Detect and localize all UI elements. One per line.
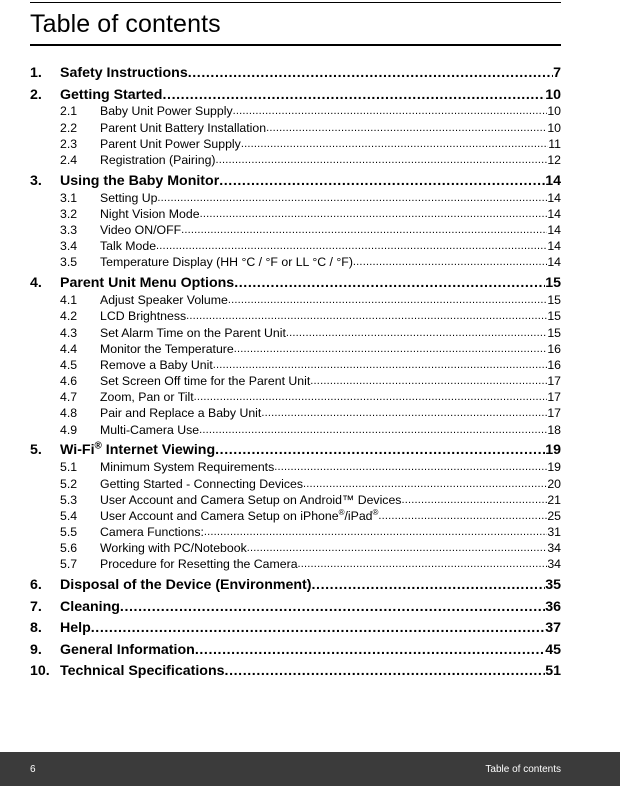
section-page-number: 10 — [547, 104, 561, 119]
section-number: 2.1 — [60, 104, 78, 119]
dot-leader — [194, 389, 548, 405]
dot-leader — [233, 103, 548, 119]
section-label-text: Set Screen Off time for the Parent Unit — [100, 374, 311, 389]
section-label-text: Talk Mode — [100, 239, 157, 254]
registered-mark: ® — [94, 440, 102, 452]
toc-chapter-entry[interactable] — [30, 641, 561, 659]
section-number: 3.3 — [60, 223, 78, 238]
toc-section-entry[interactable] — [30, 104, 561, 120]
chapter-number: 8. — [30, 620, 42, 637]
section-page-number: 15 — [547, 293, 561, 308]
dot-leader — [241, 136, 548, 152]
toc-chapter-entry[interactable] — [30, 274, 561, 292]
section-label — [100, 292, 228, 308]
dot-leader — [234, 274, 545, 292]
registered-mark: ® — [338, 507, 345, 517]
section-page-number: 17 — [547, 390, 561, 405]
section-label — [100, 540, 247, 556]
section-number: 4.7 — [60, 390, 78, 405]
dot-leader — [234, 341, 548, 357]
section-number: 5.7 — [60, 557, 78, 572]
chapter-number: 9. — [30, 641, 42, 658]
section-label — [100, 508, 378, 524]
section-page-number: 16 — [547, 357, 561, 372]
chapter-label-text: Using the Baby Monitor — [60, 172, 220, 189]
section-page-number: 17 — [547, 406, 561, 421]
chapter-label — [60, 441, 215, 459]
dot-leader — [157, 190, 547, 206]
section-label-text: Adjust Speaker Volume — [100, 293, 228, 308]
section-label — [100, 103, 233, 119]
section-label — [100, 459, 274, 475]
section-label — [100, 308, 186, 324]
section-number: 4.9 — [60, 422, 78, 437]
chapter-page-number: 37 — [545, 620, 561, 637]
section-number: 2.3 — [60, 136, 78, 151]
dot-leader — [266, 120, 547, 136]
section-label — [100, 120, 266, 136]
toc-chapter-entry[interactable] — [30, 64, 561, 82]
section-number: 4.8 — [60, 406, 78, 421]
section-label-text: Working with PC/Notebook — [100, 541, 247, 556]
section-page-number: 14 — [547, 223, 561, 238]
table-of-contents — [30, 64, 561, 680]
page-title: Table of contents — [30, 10, 221, 38]
section-number: 5.6 — [60, 541, 78, 556]
chapter-page-number: 51 — [545, 663, 561, 680]
dot-leader — [286, 325, 547, 341]
chapter-label — [60, 64, 188, 82]
section-number: 3.1 — [60, 190, 78, 205]
section-label-text: Registration (Pairing) — [100, 153, 216, 168]
section-page-number: 14 — [547, 206, 561, 221]
chapter-label-text: Disposal of the Device (Environment) — [60, 577, 312, 594]
toc-section-entry[interactable] — [30, 136, 561, 152]
section-number: 4.3 — [60, 325, 78, 340]
dot-leader — [225, 662, 546, 680]
section-page-number: 21 — [547, 492, 561, 507]
toc-section-entry[interactable] — [30, 492, 561, 508]
toc-section-entry[interactable] — [30, 190, 561, 206]
dot-leader — [401, 492, 547, 508]
dot-leader — [156, 238, 547, 254]
chapter-label — [60, 86, 162, 104]
chapter-number: 4. — [30, 275, 42, 292]
section-number: 4.5 — [60, 357, 78, 372]
chapter-label — [60, 641, 195, 659]
chapter-page-number: 19 — [545, 442, 561, 459]
section-page-number: 11 — [548, 136, 561, 151]
dot-leader — [216, 152, 548, 168]
toc-section-entry[interactable] — [30, 459, 561, 475]
section-label — [100, 556, 298, 572]
dot-leader — [228, 292, 547, 308]
section-label — [100, 373, 310, 389]
footer-section-title: Table of contents — [485, 764, 561, 775]
chapter-page-number: 35 — [545, 577, 561, 594]
toc-section-entry[interactable] — [30, 508, 561, 524]
chapter-label — [60, 619, 91, 637]
toc-chapter-entry[interactable] — [30, 86, 561, 104]
section-label — [100, 190, 157, 206]
section-label-text: LCD Brightness — [100, 309, 187, 324]
chapter-page-number: 7 — [553, 65, 561, 81]
section-label — [100, 524, 204, 540]
section-label — [100, 152, 216, 168]
section-label — [100, 206, 200, 222]
toc-chapter-entry[interactable] — [30, 172, 561, 190]
toc-section-entry[interactable] — [30, 222, 561, 238]
section-page-number: 19 — [547, 460, 561, 475]
toc-section-entry[interactable] — [30, 557, 561, 573]
chapter-label-text: Safety Instructions — [60, 65, 188, 81]
toc-section-entry[interactable] — [30, 255, 561, 271]
dot-leader — [261, 405, 547, 421]
chapter-label-text: Parent Unit Menu Options — [60, 275, 235, 292]
footer-page-number: 6 — [30, 764, 36, 775]
chapter-page-number: 15 — [545, 275, 561, 292]
section-number: 4.4 — [60, 341, 78, 356]
section-number: 5.1 — [60, 460, 78, 475]
toc-section-entry[interactable] — [30, 152, 561, 168]
toc-section-entry[interactable] — [30, 524, 561, 540]
section-label-text-mid: /iPad — [344, 508, 373, 523]
dot-leader — [213, 357, 548, 373]
chapter-label-text: Technical Specifications — [60, 663, 225, 680]
section-page-number: 31 — [547, 525, 561, 540]
title-rule — [30, 44, 561, 46]
section-number: 3.2 — [60, 206, 78, 221]
section-page-number: 15 — [547, 325, 561, 340]
section-label-text: Procedure for Resetting the Camera — [100, 557, 298, 572]
section-label — [100, 405, 261, 421]
toc-chapter-entry[interactable] — [30, 576, 561, 594]
dot-leader — [247, 540, 548, 556]
section-page-number: 18 — [547, 422, 561, 437]
dot-leader — [199, 422, 547, 438]
section-number: 5.2 — [60, 476, 78, 491]
section-number: 5.5 — [60, 525, 78, 540]
section-label-text: Monitor the Temperature — [100, 341, 234, 356]
section-label-text: Video ON/OFF — [100, 223, 182, 238]
section-label — [100, 422, 199, 438]
dot-leader — [120, 598, 545, 616]
section-label-text: User Account and Camera Setup on Android™ Devices — [100, 492, 402, 507]
section-page-number: 34 — [547, 557, 561, 572]
section-label-text: Zoom, Pan or Tilt — [100, 390, 194, 405]
toc-chapter-entry[interactable] — [30, 598, 561, 616]
chapter-label — [60, 662, 225, 680]
dot-leader — [298, 556, 548, 572]
section-label — [100, 222, 181, 238]
section-label-text: Setting Up — [100, 190, 158, 205]
section-label-text: Multi-Camera Use — [100, 422, 200, 437]
chapter-label-text: Cleaning — [60, 598, 120, 615]
dot-leader — [188, 64, 553, 82]
section-number: 2.4 — [60, 153, 78, 168]
section-number: 2.2 — [60, 120, 78, 135]
section-number: 5.4 — [60, 508, 78, 523]
chapter-number: 5. — [30, 442, 42, 459]
chapter-page-number: 36 — [545, 598, 561, 615]
section-number: 5.3 — [60, 492, 78, 507]
section-page-number: 16 — [547, 341, 561, 356]
section-page-number: 34 — [547, 541, 561, 556]
dot-leader — [303, 476, 547, 492]
section-label-text: Camera Functions: — [100, 525, 204, 540]
section-label — [100, 357, 213, 373]
dot-leader — [162, 86, 545, 104]
toc-chapter-entry[interactable] — [30, 619, 561, 637]
section-label-text: Pair and Replace a Baby Unit — [100, 406, 262, 421]
dot-leader — [219, 172, 545, 190]
dot-leader — [200, 206, 548, 222]
toc-section-entry[interactable] — [30, 540, 561, 556]
section-label — [100, 476, 303, 492]
dot-leader — [274, 459, 547, 475]
toc-section-entry[interactable] — [30, 406, 561, 422]
section-label-text: Parent Unit Power Supply — [100, 136, 241, 151]
chapter-label-text: General Information — [60, 641, 195, 658]
section-page-number: 14 — [547, 255, 561, 270]
section-label-text: Night Vision Mode — [100, 206, 200, 221]
toc-section-entry[interactable] — [30, 325, 561, 341]
section-page-number: 12 — [547, 153, 561, 168]
section-number: 3.5 — [60, 255, 78, 270]
toc-section-entry[interactable] — [30, 476, 561, 492]
toc-section-entry[interactable] — [30, 389, 561, 405]
section-number: 4.1 — [60, 293, 78, 308]
dot-leader — [310, 373, 547, 389]
chapter-page-number: 10 — [545, 86, 561, 103]
section-number: 4.2 — [60, 309, 78, 324]
chapter-label-text: Help — [60, 620, 91, 637]
section-number: 4.6 — [60, 374, 78, 389]
section-page-number: 14 — [547, 239, 561, 254]
section-page-number: 14 — [547, 190, 561, 205]
section-label-text: Getting Started - Connecting Devices — [100, 476, 304, 491]
toc-section-entry[interactable] — [30, 206, 561, 222]
dot-leader — [378, 508, 547, 524]
section-page-number: 20 — [547, 476, 561, 491]
chapter-page-number: 45 — [545, 641, 561, 658]
chapter-number: 7. — [30, 598, 42, 615]
dot-leader — [353, 254, 547, 270]
chapter-label — [60, 598, 120, 616]
chapter-number: 10. — [30, 663, 50, 680]
chapter-label — [60, 172, 219, 190]
section-label — [100, 492, 401, 508]
registered-mark: ® — [372, 507, 379, 517]
chapter-label — [60, 576, 311, 594]
section-label — [100, 238, 156, 254]
section-label-text: Remove a Baby Unit — [100, 357, 213, 372]
chapter-label — [60, 274, 234, 292]
top-rule — [30, 2, 561, 3]
toc-section-entry[interactable] — [30, 341, 561, 357]
chapter-page-number: 14 — [545, 172, 561, 189]
dot-leader — [181, 222, 547, 238]
section-label-text: User Account and Camera Setup on iPhone — [100, 508, 339, 523]
chapter-label-text: Getting Started — [60, 86, 163, 103]
chapter-number: 6. — [30, 577, 42, 594]
section-page-number: 15 — [547, 309, 561, 324]
toc-chapter-entry[interactable] — [30, 441, 561, 459]
section-label — [100, 389, 194, 405]
chapter-number: 3. — [30, 172, 42, 189]
dot-leader — [215, 441, 545, 459]
section-page-number: 10 — [547, 120, 561, 135]
section-page-number: 25 — [547, 508, 561, 523]
chapter-number: 2. — [30, 86, 42, 103]
section-page-number: 17 — [547, 374, 561, 389]
toc-section-entry[interactable] — [30, 357, 561, 373]
toc-chapter-entry[interactable] — [30, 662, 561, 680]
chapter-label-text-after: Internet Viewing — [101, 442, 216, 459]
toc-section-entry[interactable] — [30, 422, 561, 438]
section-label — [100, 136, 241, 152]
section-label-text: Parent Unit Battery Installation — [100, 120, 267, 135]
toc-section-entry[interactable] — [30, 373, 561, 389]
dot-leader — [186, 308, 547, 324]
dot-leader — [204, 524, 547, 540]
toc-section-entry[interactable] — [30, 308, 561, 324]
toc-section-entry[interactable] — [30, 238, 561, 254]
section-label-text: Temperature Display (HH °C / °F or LL °C / °F) — [100, 255, 353, 270]
section-label-text: Minimum System Requirements — [100, 460, 275, 475]
section-label — [100, 254, 353, 270]
section-label-text: Set Alarm Time on the Parent Unit — [100, 325, 286, 340]
section-label-text: Baby Unit Power Supply — [100, 104, 233, 119]
dot-leader — [311, 576, 545, 594]
dot-leader — [195, 641, 545, 659]
toc-section-entry[interactable] — [30, 292, 561, 308]
section-label — [100, 341, 234, 357]
chapter-number: 1. — [30, 65, 42, 81]
toc-section-entry[interactable] — [30, 120, 561, 136]
chapter-label-text: Wi-Fi — [60, 442, 95, 459]
footer-bar — [0, 752, 620, 786]
section-number: 3.4 — [60, 239, 78, 254]
dot-leader — [91, 619, 545, 637]
section-label — [100, 325, 286, 341]
